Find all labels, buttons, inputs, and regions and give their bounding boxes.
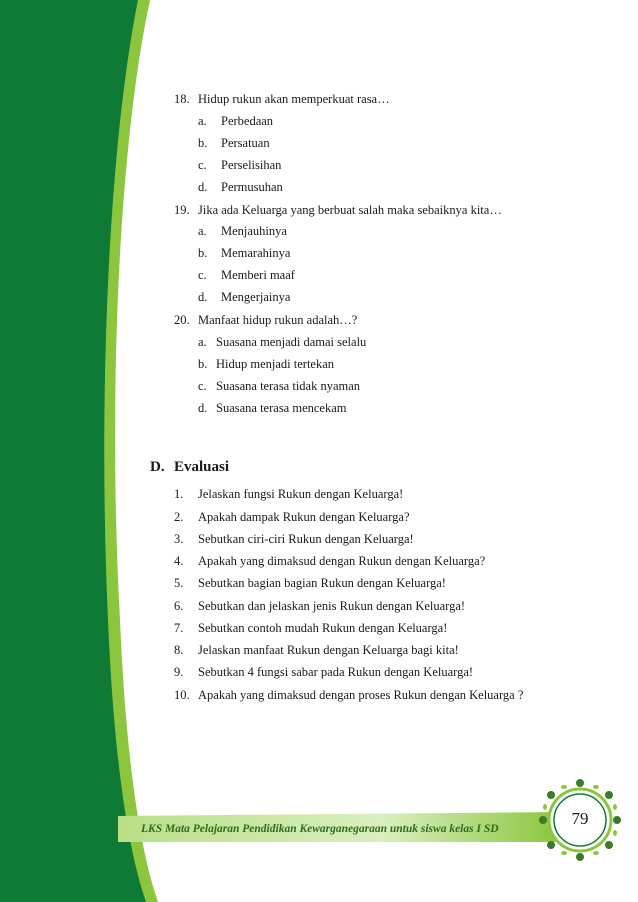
section-letter: D.: [150, 459, 165, 475]
question-number: 19.: [174, 203, 190, 217]
option-letter: a.: [198, 335, 207, 349]
option-text: Memberi maaf: [221, 268, 295, 282]
list-number: 2.: [174, 510, 184, 524]
option-text: Perbedaan: [221, 114, 274, 128]
option-text: Persatuan: [221, 136, 270, 150]
option-letter: d.: [198, 290, 208, 304]
option-letter: b.: [198, 246, 208, 260]
option-letter: d.: [198, 180, 208, 194]
list-number: 1.: [174, 487, 184, 501]
footer-text: LKS Mata Pelajaran Pendidikan Kewarganegaraan untuk siswa kelas I SD: [141, 823, 499, 835]
option-letter: b.: [198, 136, 208, 150]
question-text: Manfaat hidup rukun adalah…?: [198, 313, 358, 327]
list-item: Sebutkan ciri-ciri Rukun dengan Keluarga!: [198, 532, 414, 546]
list-number: 9.: [174, 665, 184, 679]
question-number: 18.: [174, 92, 190, 106]
option-text: Permusuhan: [221, 180, 283, 194]
option-text: Hidup menjadi tertekan: [216, 357, 335, 371]
option-text: Suasana terasa tidak nyaman: [216, 379, 361, 393]
option-letter: a.: [198, 114, 207, 128]
left-green-band: [0, 0, 160, 902]
list-item: Apakah yang dimaksud dengan Rukun dengan Keluarga?: [198, 554, 486, 568]
option-letter: b.: [198, 357, 208, 371]
option-text: Mengerjainya: [221, 290, 291, 304]
list-number: 5.: [174, 576, 184, 590]
section-title: Evaluasi: [174, 459, 230, 475]
list-item: Sebutkan contoh mudah Rukun dengan Keluarga!: [198, 621, 448, 635]
list-item: Sebutkan 4 fungsi sabar pada Rukun dengan Keluarga!: [198, 665, 474, 679]
list-item: Jelaskan fungsi Rukun dengan Keluarga!: [198, 487, 404, 501]
list-item: Sebutkan bagian bagian Rukun dengan Keluarga!: [198, 576, 446, 590]
list-item: Sebutkan dan jelaskan jenis Rukun dengan Keluarga!: [198, 599, 466, 613]
option-letter: c.: [198, 268, 207, 282]
list-number: 4.: [174, 554, 184, 568]
question-text: Jika ada Keluarga yang berbuat salah maka sebaiknya kita…: [198, 203, 502, 217]
question-number: 20.: [174, 313, 190, 327]
list-number: 10.: [174, 688, 190, 702]
option-text: Suasana menjadi damai selalu: [216, 335, 367, 349]
page-number: 79: [571, 809, 589, 828]
option-text: Perselisihan: [221, 158, 282, 172]
list-item: Jelaskan manfaat Rukun dengan Keluarga bagi kita!: [198, 643, 459, 657]
option-letter: d.: [198, 401, 208, 415]
option-text: Menjauhinya: [221, 224, 287, 238]
list-item: Apakah yang dimaksud dengan proses Rukun dengan Keluarga ?: [198, 688, 524, 702]
option-letter: c.: [198, 158, 207, 172]
list-number: 7.: [174, 621, 184, 635]
list-number: 3.: [174, 532, 184, 546]
list-item: Apakah dampak Rukun dengan Keluarga?: [198, 510, 410, 524]
question-text: Hidup rukun akan memperkuat rasa…: [198, 92, 390, 106]
option-text: Suasana terasa mencekam: [216, 401, 347, 415]
option-letter: a.: [198, 224, 207, 238]
list-number: 8.: [174, 643, 184, 657]
list-number: 6.: [174, 599, 184, 613]
option-letter: c.: [198, 379, 207, 393]
option-text: Memarahinya: [221, 246, 291, 260]
